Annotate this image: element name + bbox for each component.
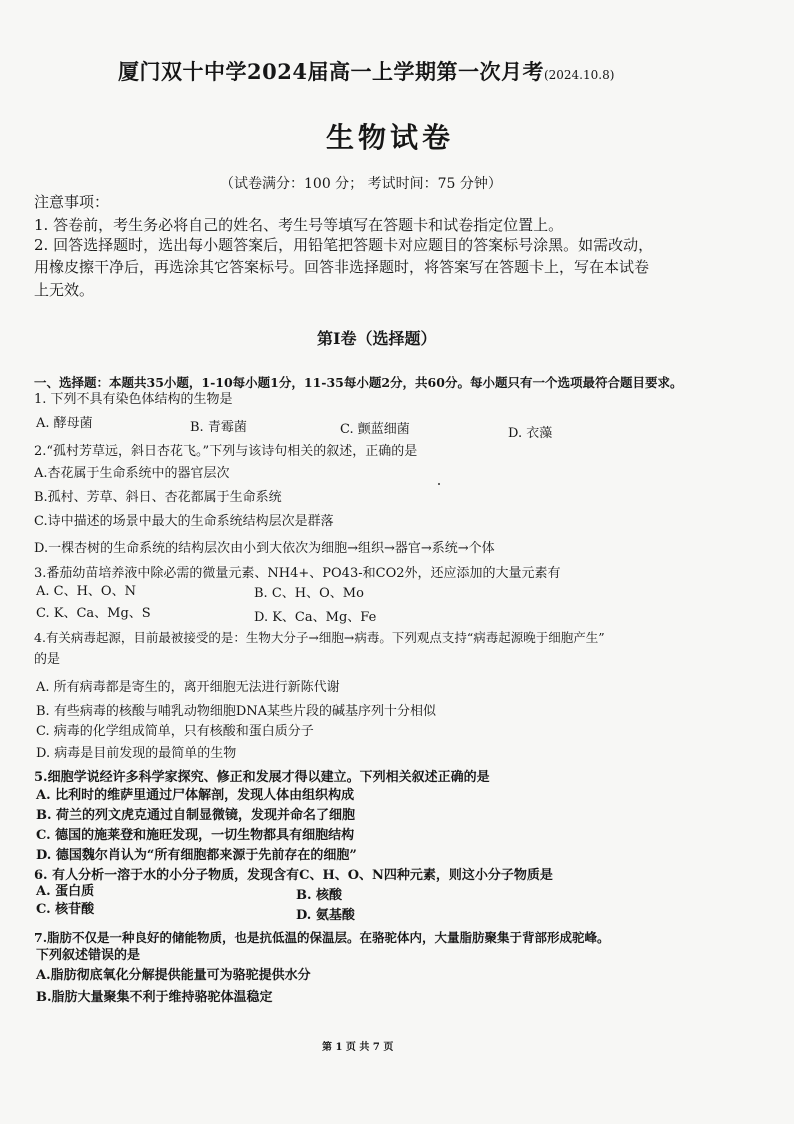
q2-option-d: D.一棵杏树的生命系统的结构层次由小到大依次为细胞→组织→器官→系统→个体 <box>34 541 495 556</box>
q4-option-d: D. 病毒是目前发现的最简单的生物 <box>36 746 237 761</box>
q7-option-a: A.脂肪彻底氧化分解提供能量可为骆驼提供水分 <box>36 968 311 983</box>
q6-stem: 6. 有人分析一溶于水的小分子物质，发现含有C、H、O、N四种元素，则这小分子物质是 <box>34 868 553 883</box>
notice-item-2-line-3: 上无效。 <box>34 281 95 299</box>
q3-option-c: C. K、Ca、Mg、S <box>36 606 151 621</box>
q6-option-a: A. 蛋白质 <box>36 884 95 899</box>
q1-option-b: B. 青霉菌 <box>190 420 247 435</box>
q5-option-d: D. 德国魏尔肖认为“所有细胞都来源于先前存在的细胞” <box>36 848 357 863</box>
notice-item-2-line-1: 2. 回答选择题时，选出每小题答案后，用铅笔把答题卡对应题目的答案标号涂黑。如需改动， <box>34 236 654 254</box>
q5-option-c: C. 德国的施莱登和施旺发现，一切生物都具有细胞结构 <box>36 828 355 843</box>
q5-option-b: B. 荷兰的列文虎克通过自制显微镜，发现并命名了细胞 <box>36 808 356 823</box>
q6-option-d: D. 氨基酸 <box>296 908 355 923</box>
q3-option-a: A. C、H、O、N <box>36 584 136 599</box>
q5-stem: 5.细胞学说经许多科学家探究、修正和发展才得以建立。下列相关叙述正确的是 <box>34 770 490 785</box>
page-number: 第 1 页 共 7 页 <box>322 1042 394 1053</box>
q7-option-b: B.脂肪大量聚集不利于维持骆驼体温稳定 <box>36 990 273 1005</box>
q2-stem: 2.“孤村芳草远，斜日杏花飞。”下列与该诗句相关的叙述，正确的是 <box>34 444 418 459</box>
q2-option-c: C.诗中描述的场景中最大的生命系统结构层次是群落 <box>34 514 334 529</box>
ink-speck <box>438 483 440 485</box>
q2-option-b: B.孤村、芳草、斜日、杏花都属于生命系统 <box>34 490 282 505</box>
section-title: 第Ⅰ卷（选择题） <box>317 329 437 348</box>
q5-option-a: A. 比利时的维萨里通过尸体解剖，发现人体由组织构成 <box>36 788 355 803</box>
q7-stem-line-2: 下列叙述错误的是 <box>36 948 141 963</box>
q3-option-b: B. C、H、O、Mo <box>254 586 364 601</box>
q1-option-a: A. 酵母菌 <box>36 416 93 431</box>
q6-option-c: C. 核苷酸 <box>36 902 95 917</box>
q7-stem-line-1: 7.脂肪不仅是一种良好的储能物质，也是抗低温的保温层。在骆驼体内，大量脂肪聚集于背部形成驼峰。 <box>34 930 610 945</box>
notice-item-1: 1. 答卷前，考生务必将自己的姓名、考生号等填写在答题卡和试卷指定位置上。 <box>34 216 564 234</box>
subject-title: 生物试卷 <box>326 121 455 154</box>
q4-option-a: A. 所有病毒都是寄生的，离开细胞无法进行新陈代谢 <box>36 680 340 695</box>
q1-option-d: D. 衣藻 <box>508 426 553 441</box>
exam-date: (2024.10.8) <box>543 68 615 82</box>
q1-option-c: C. 颤蓝细菌 <box>340 422 410 437</box>
exam-title <box>118 59 615 84</box>
q1-stem: 1. 下列不具有染色体结构的生物是 <box>34 392 233 407</box>
q6-option-b: B. 核酸 <box>296 888 343 903</box>
notice-heading: 注意事项： <box>34 193 110 211</box>
q4-option-b: B. 有些病毒的核酸与哺乳动物细胞DNA某些片段的碱基序列十分相似 <box>36 704 437 719</box>
q2-option-a: A.杏花属于生命系统中的器官层次 <box>34 466 230 481</box>
q3-stem: 3.番茄幼苗培养液中除必需的微量元素、NH4+、PO43-和CO2外，还应添加的大量元素有 <box>34 566 561 581</box>
section-instruction: 一、选择题：本题共35小题，1-10每小题1分，11-35每小题2分，共60分。每小题只有一个选项最符合题目要求。 <box>34 375 683 390</box>
q4-option-c: C. 病毒的化学组成简单，只有核酸和蛋白质分子 <box>36 724 314 739</box>
exam-title-text: 厦门双十中学2024届高一上学期第一次月考 <box>118 59 544 84</box>
exam-info: （试卷满分：100 分； 考试时间：75 分钟） <box>220 176 502 192</box>
q4-stem-line-1: 4.有关病毒起源，目前最被接受的是：生物大分子→细胞→病毒。下列观点支持“病毒起源晚于细胞产生” <box>34 630 605 645</box>
q3-option-d: D. K、Ca、Mg、Fe <box>254 610 377 625</box>
q4-stem-line-2: 的是 <box>34 652 61 667</box>
notice-item-2-line-2: 用橡皮擦干净后，再选涂其它答案标号。回答非选择题时，将答案写在答题卡上，写在本试卷 <box>34 258 650 276</box>
